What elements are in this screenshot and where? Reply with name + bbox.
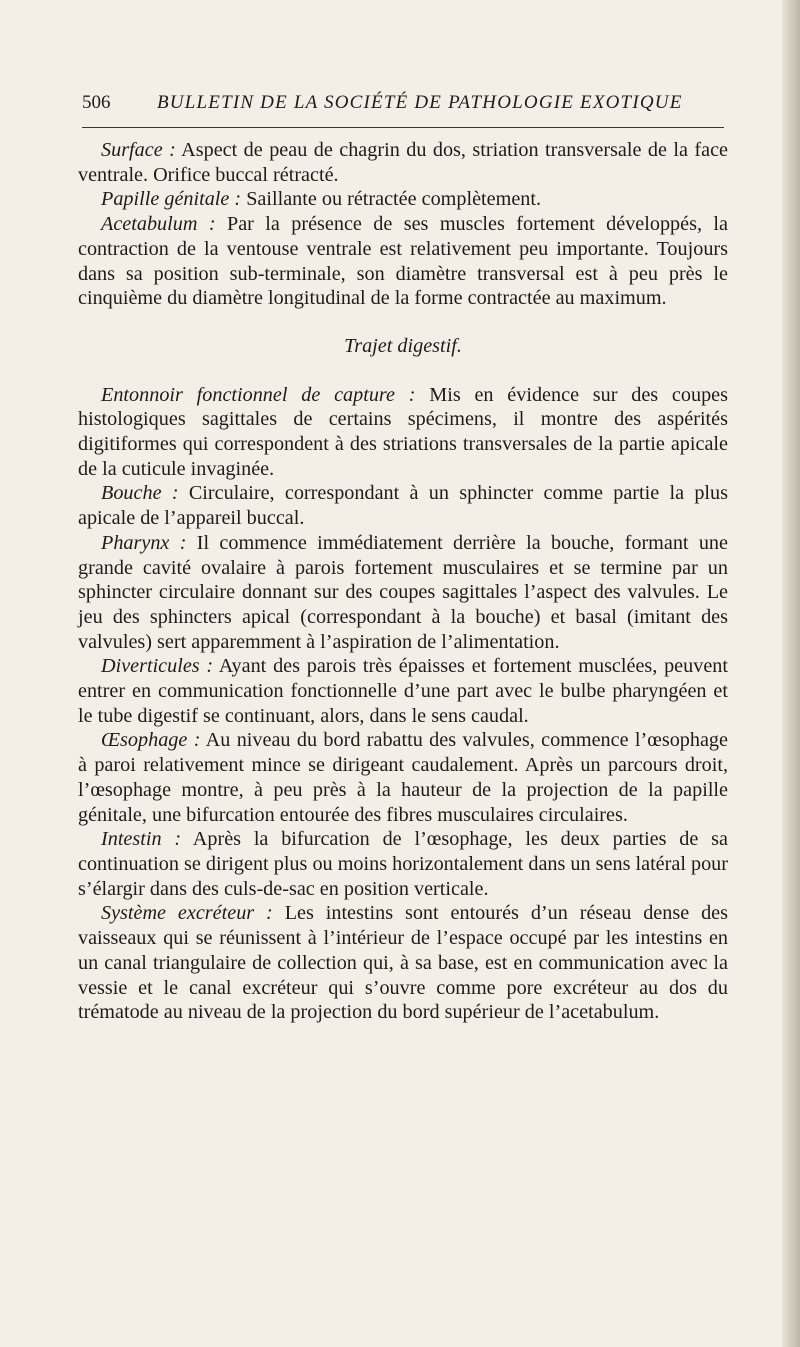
paragraph-term: Pharynx : (101, 531, 187, 554)
section-title: Trajet digestif. (344, 334, 462, 357)
paragraph-text: Mis en évidence sur des coupes histologiques sagittales de certains spécimens, il montre des aspérités digitiformes qui correspondent à des striations transversales de la partie apicale de la cuticule invaginée. (78, 383, 728, 480)
page-edge-shadow (782, 0, 800, 1347)
paragraph-term: Intestin : (101, 828, 182, 851)
paragraph-term: Entonnoir fonctionnel de capture : (101, 383, 416, 406)
header-rule (82, 127, 724, 128)
paragraph-text: Circulaire, correspondant à un sphincter comme partie la plus apicale de l’appareil buccal. (78, 482, 728, 530)
paragraph (78, 481, 728, 530)
paragraph-term: Surface : (101, 139, 176, 161)
running-title: BULLETIN DE LA SOCIÉTÉ DE PATHOLOGIE EXOTIQUE (157, 92, 683, 113)
paragraph-text: Aspect de peau de chagrin du dos, striation transversale de la face ventrale. Orifice buccal rétracté. (78, 139, 728, 186)
paragraph (78, 187, 728, 212)
paragraph-text: Après la bifurcation de l’œsophage, les deux parties de sa continuation se dirigent plus ou moins horizontalement dans un sens latéral pour s’élargir dans des culs-de-sac en position verticale. (78, 828, 728, 900)
paragraph (78, 531, 728, 655)
paragraph-text: Saillante ou rétractée complètement. (241, 188, 542, 211)
paragraph-text: Au niveau du bord rabattu des valvules, commence l’œsophage à paroi relativement mince se dirigeant caudalement. Après un parcours droit, l’œsophage montre, à peu près à la hauteur de la projection de la papille génitale, une bifurcation entourée des fibres musculaires circulaires. (78, 729, 728, 826)
paragraph-term: Bouche : (101, 482, 179, 505)
paragraph-text: Les intestins sont entourés d’un réseau dense des vaisseaux qui se réunissent à l’intérieur de l’espace occupé par les intestins en un canal triangulaire de collection qui, à sa base, est en communication avec la vessie et le canal excréteur qui s’ouvre comme pore excréteur au dos du trématode au niveau de la projection du bord supérieur de l’acetabulum. (78, 902, 728, 1024)
paragraph (78, 827, 728, 901)
article-body (78, 138, 728, 1025)
paragraph-term: Papille génitale : (101, 188, 242, 211)
paragraph (78, 728, 728, 827)
paragraph-text: Par la présence de ses muscles fortement développés, la contraction de la ventouse ventrale est relativement peu importante. Toujours dans sa position sub-terminale, son diamètre transversal est à peu près le cinquième du diamètre longitudinal de la forme contractée au maximum. (78, 213, 728, 310)
paragraph (78, 212, 728, 311)
paragraph-term: Œsophage : (101, 729, 201, 752)
paragraph (78, 383, 728, 482)
page-header (82, 92, 722, 124)
paragraph-term: Acetabulum : (101, 213, 216, 236)
paragraph-term: Diverticules : (101, 655, 214, 678)
paragraph (78, 901, 728, 1025)
paragraph-term: Système excréteur : (101, 902, 273, 925)
page-number: 506 (82, 92, 111, 113)
paragraphs-after-section (78, 383, 728, 1025)
paragraph-text: Il commence immédiatement derrière la bouche, formant une grande cavité ovalaire à parois fortement musculaires et se termine par un sphincter circulaire donnant sur des coupes sagittales l’aspect des valvules. Le jeu des sphincters apical (correspondant à la bouche) et basal (imitant des valvules) sert apparemment à l’aspiration de l’alimentation. (78, 531, 728, 653)
paragraph (78, 654, 728, 728)
paragraph (78, 138, 728, 187)
paragraphs-before-section (78, 138, 728, 311)
paragraph-text: Ayant des parois très épaisses et fortement musclées, peuvent entrer en communication fonctionnelle d’une part avec le bulbe pharyngéen et le tube digestif se continuant, alors, dans le sens caudal. (78, 655, 728, 727)
